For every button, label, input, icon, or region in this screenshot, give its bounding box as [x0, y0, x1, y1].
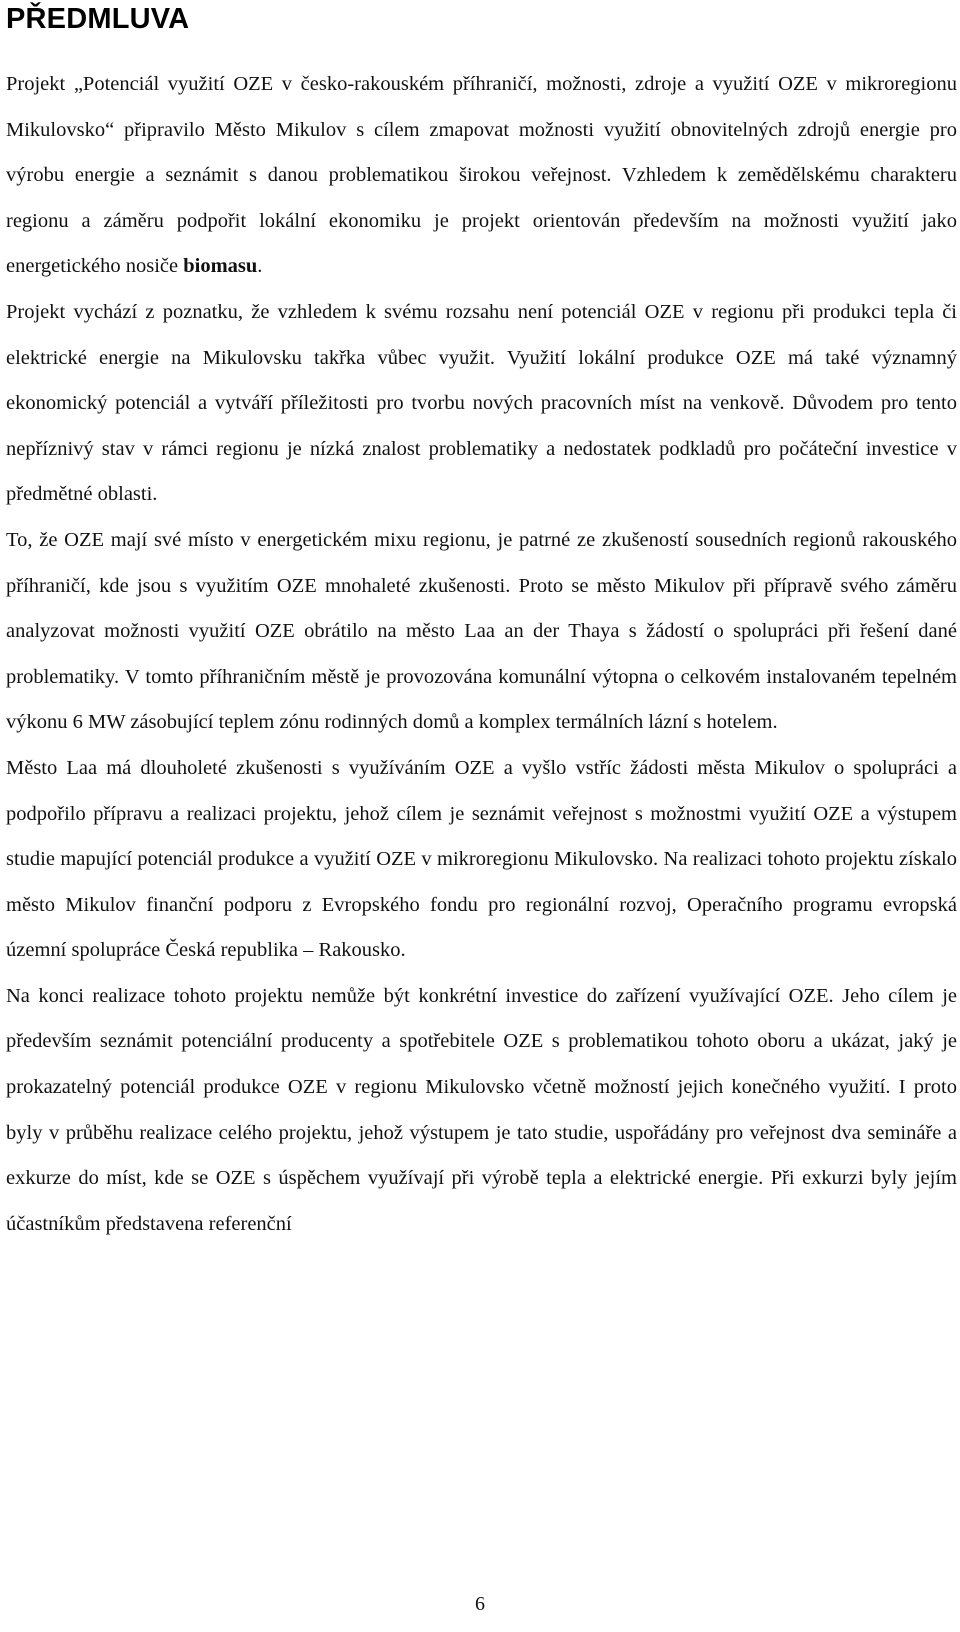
paragraph-intro-end: .	[257, 255, 263, 278]
paragraph-project-goal: Na konci realizace tohoto projektu nemůže být konkrétní investice do zařízení využívající OZE. Jeho cílem je především seznámit potenciální producenty a spotřebitele OZE s problematikou tohoto oboru a ukázat, jaký je prokazatelný potenciál produkce OZE v regionu Mikulovsko včetně možností jejich konečného využití. I proto byly v průběhu realizace celého projektu, jehož výstupem je tato studie, uspořádány pro veřejnost dva semináře a exkurze do míst, kde se OZE s úspěchem využívají při výrobě tepla a elektrické energie. Při exkurzi byly jejím účastníkům představena referenční	[6, 984, 957, 1235]
paragraph-potential: Projekt vychází z poznatku, že vzhledem k svému rozsahu není potenciál OZE v regionu při produkci tepla či elektrické energie na Mikulovsku takřka vůbec využit. Využití lokální produkce OZE má také významný ekonomický potenciál a vytváří příležitosti pro tvorbu nových pracovních míst na venkově. Důvodem pro tento nepříznivý stav v rámci regionu je nízká znalost problematiky a nedostatek podkladů pro počáteční investice v předmětné oblasti.	[6, 300, 957, 506]
body-text	[6, 62, 957, 1247]
page-heading: PŘEDMLUVA	[6, 3, 190, 35]
paragraph-intro-text: Projekt „Potenciál využití OZE v česko-rakouském příhraničí, možnosti, zdroje a využití OZE v mikroregionu Mikulovsko“ připravilo Město Mikulov s cílem zmapovat možnosti využití obnovitelných zdrojů energie pro výrobu energie a seznámit s danou problematikou širokou veřejnost. Vzhledem k zemědělskému charakteru regionu a záměru podpořit lokální ekonomiku je projekt orientován především na možnosti využití jako energetického nosiče	[6, 73, 957, 278]
paragraph-experience: To, že OZE mají své místo v energetickém mixu regionu, je patrné ze zkušeností sousedních regionů rakouského příhraničí, kde jsou s využitím OZE mnohaleté zkušenosti. Proto se město Mikulov při přípravě svého záměru analyzovat možnosti využití OZE obrátilo na město Laa an der Thaya s žádostí o spolupráci při řešení dané problematiky. V tomto příhraničním městě je provozována komunální výtopna o celkovém instalovaném tepelném výkonu 6 MW zásobující teplem zónu rodinných domů a komplex termálních lázní s hotelem.	[6, 528, 957, 734]
paragraph-intro-bold: biomasu	[183, 255, 258, 278]
paragraph-laa-cooperation: Město Laa má dlouholeté zkušenosti s využíváním OZE a vyšlo vstříc žádosti města Mikulov o spolupráci a podpořilo přípravu a realizaci projektu, jehož cílem je seznámit veřejnost s možnostmi využití OZE a výstupem studie mapující potenciál produkce a využití OZE v mikroregionu Mikulovsko. Na realizaci tohoto projektu získalo město Mikulov finanční podporu z Evropského fondu pro regionální rozvoj, Operačního programu evropská územní spolupráce Česká republika – Rakousko.	[6, 756, 957, 962]
paragraph-intro	[6, 62, 957, 290]
page-number: 6	[475, 1593, 485, 1615]
